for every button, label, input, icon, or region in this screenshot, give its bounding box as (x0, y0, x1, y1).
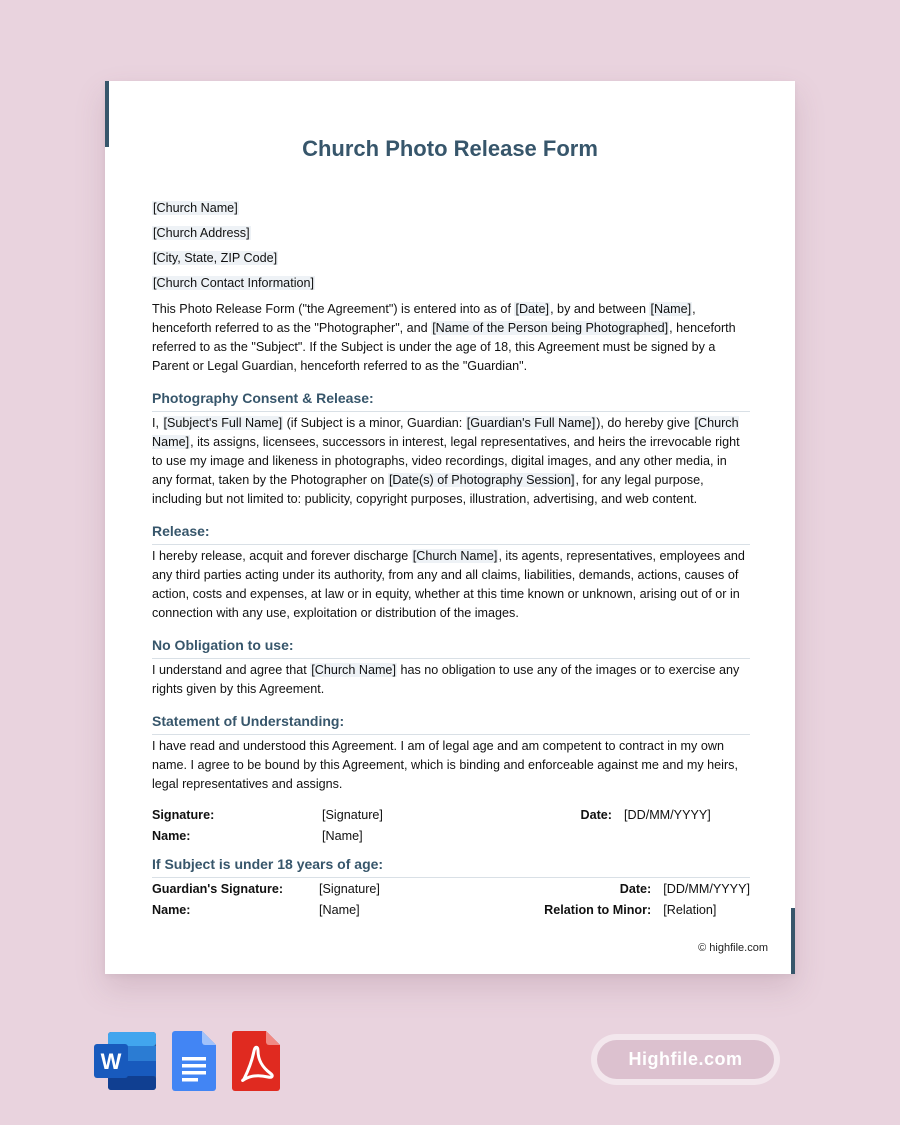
city-state-zip-placeholder: [City, State, ZIP Code] (153, 251, 278, 265)
consent-heading: Photography Consent & Release: (152, 388, 750, 412)
obligation-paragraph: I understand and agree that [Church Name] has no obligation to use any of the images or to exercise any rights given by this Agreement. (152, 663, 740, 696)
church-address-placeholder: [Church Address] (153, 226, 250, 240)
date-field[interactable]: [DD/MM/YYYY] (624, 807, 711, 822)
signature-table (152, 804, 750, 846)
name-row (152, 825, 750, 846)
guardian-signature-table (152, 878, 750, 920)
guardian-signature-label: Guardian's Signature: (152, 881, 284, 896)
signature-label: Signature: (152, 807, 215, 822)
guardian-date-label: Date: (619, 881, 652, 896)
copyright-notice: © highfile.com (698, 942, 768, 954)
document-body (152, 196, 750, 920)
church-contact-placeholder: [Church Contact Information] (153, 276, 314, 290)
guardian-name-field[interactable]: [Name] (319, 902, 360, 917)
brand-label: Highfile.com (597, 1040, 774, 1079)
address-line (152, 196, 750, 221)
minor-heading: If Subject is under 18 years of age: (152, 854, 750, 878)
accent-bar-bottom-right (791, 908, 795, 974)
signature-row (152, 804, 750, 825)
understanding-heading: Statement of Understanding: (152, 711, 750, 735)
brand-badge[interactable] (591, 1034, 780, 1085)
word-icon[interactable] (94, 1031, 156, 1091)
church-name-placeholder: [Church Name] (153, 201, 238, 215)
document-page (105, 81, 795, 974)
guardian-full-name-placeholder: [Guardian's Full Name] (466, 416, 596, 430)
google-docs-icon[interactable] (172, 1031, 216, 1091)
subject-full-name-placeholder: [Subject's Full Name] (163, 416, 283, 430)
address-line (152, 221, 750, 246)
guardian-signature-row (152, 878, 750, 899)
session-dates-placeholder: [Date(s) of Photography Session] (388, 473, 575, 487)
word-icon-letter: W (100, 1049, 122, 1074)
church-name-placeholder: [Church Name] (412, 549, 498, 563)
church-name-placeholder: [Church Name] (152, 416, 739, 449)
photographer-name-placeholder: [Name] (650, 302, 692, 316)
pdf-icon[interactable] (232, 1031, 280, 1091)
guardian-name-label: Name: (152, 902, 191, 917)
church-address-block (152, 196, 750, 296)
date-label: Date: (580, 807, 612, 822)
intro-paragraph: This Photo Release Form ("the Agreement") is entered into as of [Date], by and between [Name], henceforth referred to as the "Photographer", and [Name of the Person being Photographed], henceforth referred to as the "Subject". If the Subject is under the age of 18, this Agreement must be signed by a Parent or Legal Guardian, henceforth referred to as the "Guardian". (152, 302, 736, 373)
guardian-name-row (152, 899, 750, 920)
guardian-signature-field[interactable]: [Signature] (319, 881, 380, 896)
date-placeholder: [Date] (515, 302, 550, 316)
name-field[interactable]: [Name] (322, 828, 363, 843)
address-line (152, 246, 750, 271)
subject-name-placeholder: [Name of the Person being Photographed] (432, 321, 669, 335)
church-name-placeholder: [Church Name] (311, 663, 396, 677)
signature-field[interactable]: [Signature] (322, 807, 383, 822)
obligation-heading: No Obligation to use: (152, 635, 750, 659)
name-label: Name: (152, 828, 191, 843)
document-title: Church Photo Release Form (302, 136, 598, 161)
release-paragraph: I hereby release, acquit and forever discharge [Church Name], its agents, representatives, employees and any third parties acting under its authority, from any and all claims, liabilities, demands, actions, causes of action, costs and expenses, at law or in equity, whether at this time known or unknown, arising out of or in connection with any use, exploitation or distribution of the images. (152, 549, 745, 620)
guardian-date-field[interactable]: [DD/MM/YYYY] (663, 881, 750, 896)
release-heading: Release: (152, 521, 750, 545)
relation-label: Relation to Minor: (544, 902, 652, 917)
address-line (152, 271, 750, 296)
relation-field[interactable]: [Relation] (663, 902, 717, 917)
consent-paragraph: I, [Subject's Full Name] (if Subject is a minor, Guardian: [Guardian's Full Name]), do hereby give [Church Name], its assigns, licensees, successors in interest, legal representatives, and heirs the irrevocable right to use my image and likeness in photographs, video recordings, digital images, and any other media, in any format, taken by the Photographer on [Date(s) of Photography Session], for any legal purpose, including but not limited to: publicity, copyright purposes, illustration, advertising, and web content. (152, 416, 740, 506)
understanding-paragraph: I have read and understood this Agreement. I am of legal age and am competent to contract in my own name. I agree to be bound by this Agreement, which is binding and enforceable against me and my heirs, legal representatives and assigns. (152, 739, 738, 791)
